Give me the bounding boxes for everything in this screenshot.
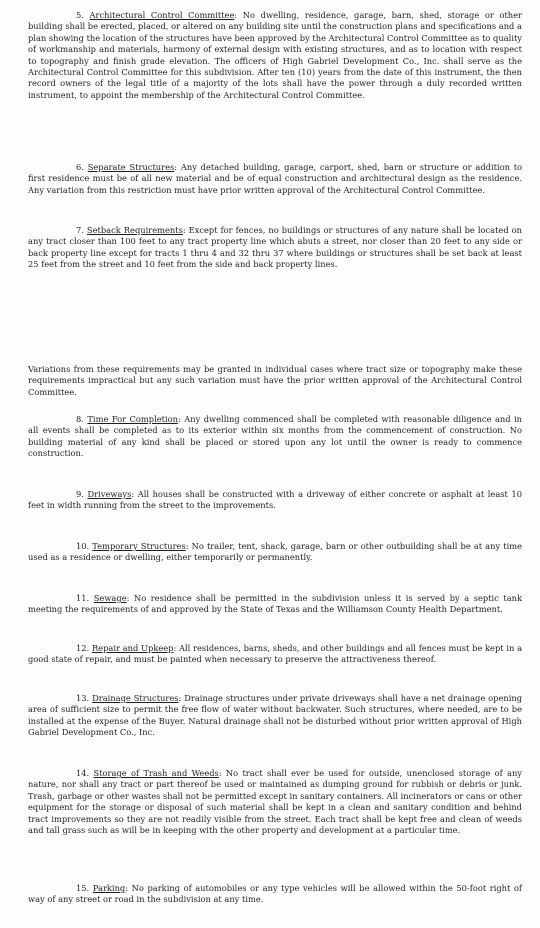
section-12: 12. Repair and Upkeep: All residences, barns, sheds, and other buildings and all fences must be kept in a good state of repair, and must be painted when necessary to preserve the attractiveness thereof. (28, 643, 523, 665)
section-body: Any dwelling commenced shall be completed with reasonable diligence and in all events shall be completed as to its exterior within six months from the commencement of construction. No building material of any kind shall be placed or stored upon any lot until the owner is ready to commence construction. (28, 414, 523, 459)
section-title: Drainage Structures (92, 693, 179, 703)
section-number: 9. (76, 489, 84, 499)
section-body: No parking of automobiles or any type vehicles will be allowed within the 50-foot right of way of any street or road in the subdivision at any time. (28, 883, 522, 905)
section-body: Any detached building, garage, carport, shed, barn or structure or addition to first residence must be of all new material and be of equal construction and architectural design as the residence. Any variation from this restriction must have prior written approval of the Architectural Control Committee. (28, 162, 523, 195)
section-body: No dwelling, residence, garage, barn, shed, storage or other building shall be erected, placed, or altered on any building site until the construction plans and specifications and a plan showing the location of the structures have been approved by the Architectural Control Committee as to quality of workmanship and materials, harmony of external design with existing structures, and as to location with respect to topography and finish grade elevation. The officers of High Gabriel Development Co., Inc. shall serve as the Architectural Control Committee for this subdivision. After ten (10) years from the date of this instrument, the then record owners of the legal title of a majority of the lots shall have the power through a duly recorded written instrument, to appoint the membership of the Architectural Control Committee. (28, 10, 523, 100)
section-body: Except for fences, no buildings or structures of any nature shall be located on any tract closer than 100 feet to any tract property line which abuts a street, nor closer than 20 feet to any side or back property line except for tracts 1 thru 4 and 32 thru 37 where buildings or structures shall be set back at least 25 feet from the street and 10 feet from the side and back property lines. (28, 225, 522, 270)
section-title: Time For Completion (87, 414, 178, 424)
section-body: No trailer, tent, shack, garage, barn or other outbuilding shall be at any time used as a residence or dwelling, either temporarily or permanently. (28, 541, 523, 563)
section-body: Variations from these requirements may be granted in individual cases where tract size or topography make these requirements impractical but any such variation must have the prior written approval of the Architectural Control Committee. (28, 364, 522, 397)
section-8: 8. Time For Completion: Any dwelling commenced shall be completed with reasonable diligence and in all events shall be completed as to its exterior within six months from the commencement of construction. No building material of any kind shall be placed or stored upon any lot until the owner is ready to commence construction. (28, 414, 523, 459)
section-6: 6. Separate Structures: Any detached building, garage, carport, shed, barn or structure or addition to first residence must be of all new material and be of equal construction and architectural design as the residence. Any variation from this restriction must have prior written approval of the Architectural Control Committee. (28, 162, 523, 195)
section-title: Sewage (93, 593, 127, 603)
section-number: 13. (76, 693, 90, 703)
section-body: All residences, barns, sheds, and other buildings and all fences must be kept in a good state of repair, and must be painted when necessary to preserve the attractiveness thereof. (28, 643, 523, 665)
section-number: 14. (76, 768, 90, 778)
section-number: 10. (76, 541, 90, 551)
section-number: 6. (76, 162, 84, 172)
section-9: 9. Driveways: All houses shall be constructed with a driveway of either concrete or asphalt at least 10 feet in width running from the street to the improvements. (28, 489, 522, 511)
section-10: 10. Temporary Structures: No trailer, tent, shack, garage, barn or other outbuilding shall be at any time used as a residence or dwelling, either temporarily or permanently. (28, 541, 523, 563)
section-number: 8. (76, 414, 84, 424)
section-title: Repair and Upkeep (91, 643, 174, 653)
section-number: 11. (76, 593, 90, 603)
section-title: Setback Requirements (86, 225, 183, 235)
section-body: Drainage structures under private driveways shall have a net drainage opening area of sufficient size to permit the free flow of water without backwater. Such structures, where needed, are to be installed at the expense of the Buyer. Natural drainage shall not be disturbed without prior written approval of High Gabriel Development Co., Inc. (28, 693, 523, 738)
section-number: 7. (76, 225, 84, 235)
section-title: Temporary Structures (92, 541, 186, 551)
section-title: Architectural Control Committee (89, 10, 235, 20)
section-13: 13. Drainage Structures: Drainage structures under private driveways shall have a net drainage opening area of sufficient size to permit the free flow of water without backwater. Such structures, where needed, are to be installed at the expense of the Buyer. Natural drainage shall not be disturbed without prior written approval of High Gabriel Development Co., Inc. (28, 693, 523, 738)
section-title: Driveways (87, 489, 132, 499)
section-5: 5. Architectural Control Committee: No dwelling, residence, garage, barn, shed, storage or other building shall be erected, placed, or altered on any building site until the construction plans and specifications and a plan showing the location of the structures have been approved by the Architectural Control Committee as to quality of workmanship and materials, harmony of external design with existing structures, and as to location with respect to topography and finish grade elevation. The officers of High Gabriel Development Co., Inc. shall serve as the Architectural Control Committee for this subdivision. After ten (10) years from the date of this instrument, the then record owners of the legal title of a majority of the lots shall have the power through a duly recorded written instrument, to appoint the membership of the Architectural Control Committee. (28, 10, 523, 100)
section-number: 15. (76, 883, 90, 893)
section-number: 12. (76, 643, 90, 653)
section-7: 7. Setback Requirements: Except for fences, no buildings or structures of any nature shall be located on any tract closer than 100 feet to any tract property line which abuts a street, nor closer than 20 feet to any side or back property line except for tracts 1 thru 4 and 32 thru 37 where buildings or structures shall be set back at least 25 feet from the street and 10 feet from the side and back property lines. (28, 225, 522, 270)
section-body: No residence shall be permitted in the subdivision unless it is served by a septic tank meeting the requirements of and approved by the State of Texas and the Williamson County Health Department. (28, 593, 523, 615)
section-title: Storage of Trash and Weeds (93, 768, 219, 778)
section-7-variations (28, 364, 522, 398)
section-title: Parking (92, 883, 126, 893)
section-title: Separate Structures (87, 162, 175, 172)
section-14: 14. Storage of Trash and Weeds: No tract shall ever be used for outside, unenclosed storage of any nature, nor shall any tract or part thereof be used or maintained as dumping ground for rubbish or debris or junk. Trash, garbage or other wastes shall not be permitted except in sanitary containers. All incinerators or cans or other equipment for the storage or disposal of such material shall be kept in a clean and sanitary condition and behind tract improvements so they are not readily visible from the street. Each tract shall be kept free and clean of weeds and tall grass such as will be in keeping with the other property and development at a particular time. (28, 768, 522, 836)
section-body: All houses shall be constructed with a driveway of either concrete or asphalt at least 10 feet in width running from the street to the improvements. (28, 489, 522, 511)
section-number: 5. (76, 10, 84, 20)
section-11: 11. Sewage: No residence shall be permitted in the subdivision unless it is served by a septic tank meeting the requirements of and approved by the State of Texas and the Williamson County Health Department. (28, 593, 523, 615)
section-body: No tract shall ever be used for outside, unenclosed storage of any nature, nor shall any tract or part thereof be used or maintained as dumping ground for rubbish or debris or junk. Trash, garbage or other wastes shall not be permitted except in sanitary containers. All incinerators or cans or other equipment for the storage or disposal of such material shall be kept in a clean and sanitary condition and behind tract improvements so they are not readily visible from the street. Each tract shall be kept free and clean of weeds and tall grass such as will be in keeping with the other property and development at a particular time. (28, 768, 522, 836)
section-15: 15. Parking: No parking of automobiles or any type vehicles will be allowed within the 50-foot right of way of any street or road in the subdivision at any time. (28, 883, 522, 905)
